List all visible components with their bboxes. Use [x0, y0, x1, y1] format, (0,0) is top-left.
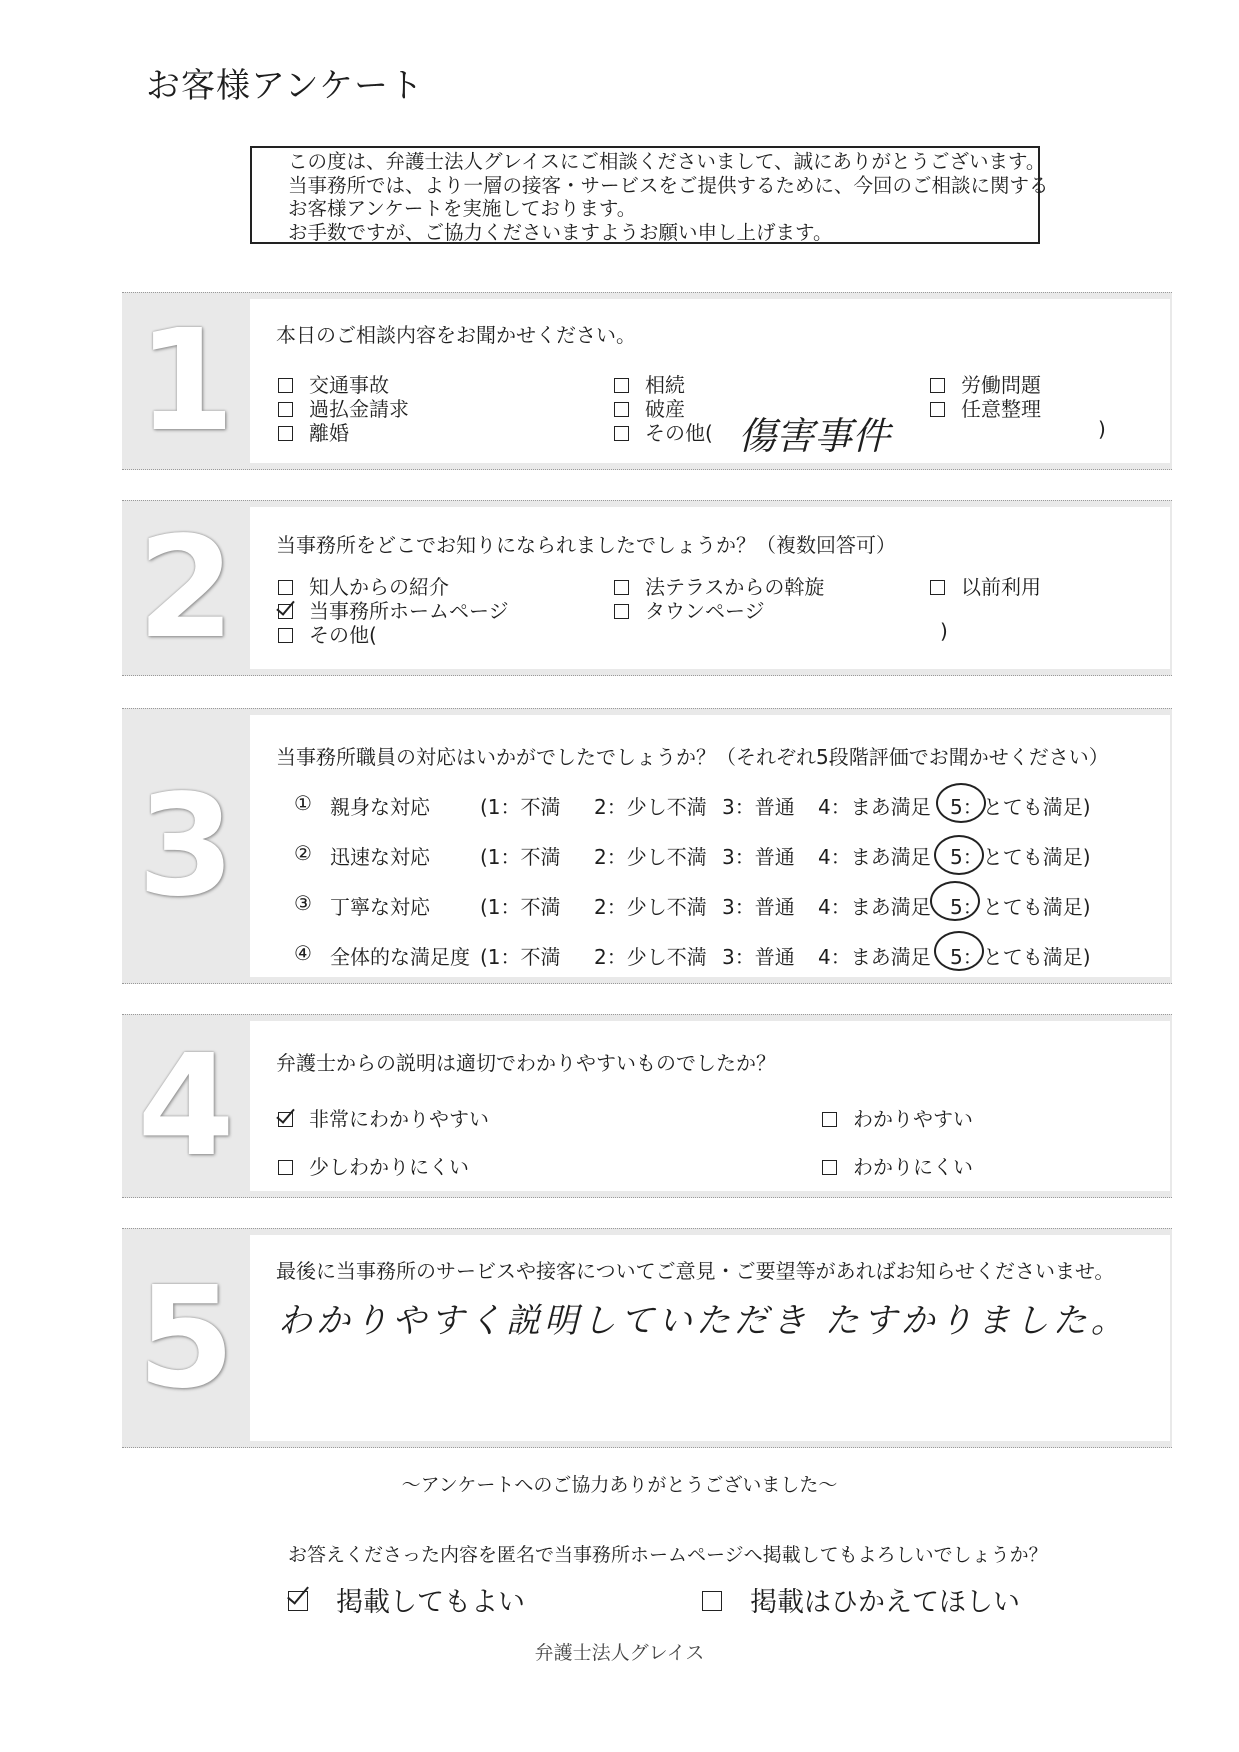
checkbox[interactable]: [614, 604, 629, 619]
option-label: 過払金請求: [309, 397, 409, 421]
scale-3[interactable]: 3：普通: [722, 945, 795, 969]
checkbox-checked[interactable]: [288, 1591, 308, 1611]
rating-row: [294, 941, 1174, 967]
scale-1[interactable]: (1：不満: [480, 945, 561, 969]
option-label: 掲載してもよい: [336, 1587, 525, 1618]
option-label: わかりにくい: [853, 1155, 973, 1179]
consent-option-decline[interactable]: [702, 1580, 1020, 1619]
scale-4[interactable]: 4：まあ満足: [818, 795, 931, 819]
checkbox[interactable]: [930, 580, 945, 595]
option-label: 掲載はひかえてほしい: [750, 1587, 1020, 1618]
thanks-message: ～アンケートへのご協力ありがとうございました～: [401, 1474, 838, 1496]
checkbox[interactable]: [822, 1160, 837, 1175]
scale-4[interactable]: 4：まあ満足: [818, 845, 931, 869]
selected-circle: [930, 881, 980, 921]
scale-5[interactable]: 5：とても満足): [950, 845, 1091, 869]
checkbox[interactable]: [614, 378, 629, 393]
rating-label: 親身な対応: [330, 795, 430, 819]
scale-5[interactable]: 5：とても満足): [950, 945, 1091, 969]
selected-circle: [934, 835, 984, 875]
checkbox[interactable]: [822, 1112, 837, 1127]
scale-2[interactable]: 2：少し不満: [594, 895, 707, 919]
question-1: 本日のご相談内容をお聞かせください。: [276, 323, 636, 347]
intro-line: 当事務所では、より一層の接客・サービスをご提供するために、今回のご相談に関する: [288, 173, 1049, 197]
option-slightly-unclear[interactable]: [278, 1151, 469, 1180]
option-label: その他(: [309, 623, 377, 647]
option-label: わかりやすい: [853, 1107, 973, 1131]
rating-label: 全体的な満足度: [330, 945, 470, 969]
rating-mark: ①: [294, 791, 312, 815]
section-number: 4: [137, 1024, 235, 1188]
scale-4[interactable]: 4：まあ満足: [818, 895, 931, 919]
scale-4[interactable]: 4：まあ満足: [818, 945, 931, 969]
option-divorce[interactable]: [278, 417, 349, 446]
checkbox-checked[interactable]: [278, 1112, 293, 1127]
section-4: [122, 1014, 1172, 1198]
rating-row: [294, 841, 1174, 867]
scale-5[interactable]: 5：とても満足): [950, 795, 1091, 819]
rating-row: [294, 891, 1174, 917]
scale-1[interactable]: (1：不満: [480, 795, 561, 819]
checkbox[interactable]: [702, 1591, 722, 1611]
rating-mark: ③: [294, 891, 312, 915]
section-number: 5: [137, 1256, 235, 1420]
option-label: 破産: [645, 397, 685, 421]
checkbox-checked[interactable]: [278, 604, 293, 619]
option-label: 交通事故: [309, 373, 389, 397]
section-panel: [250, 715, 1170, 977]
checkbox[interactable]: [278, 1160, 293, 1175]
question-4: 弁護士からの説明は適切でわかりやすいものでしたか？: [276, 1051, 776, 1075]
option-label: 当事務所ホームページ: [309, 599, 509, 623]
section-panel: [250, 299, 1170, 463]
option-label: 少しわかりにくい: [309, 1155, 469, 1179]
intro-line: お客様アンケートを実施しております。: [288, 197, 637, 220]
section-3: [122, 708, 1172, 984]
checkbox[interactable]: [278, 402, 293, 417]
option-label: 知人からの紹介: [309, 575, 449, 599]
option-label: 離婚: [309, 421, 349, 445]
selected-circle: [934, 931, 984, 971]
intro-line: お手数ですが、ご協力くださいますようお願い申し上げます。: [288, 220, 833, 244]
scale-2[interactable]: 2：少し不満: [594, 945, 707, 969]
question-5: 最後に当事務所のサービスや接客についてご意見・ご要望等があればお知らせくださいませ。: [276, 1259, 1115, 1283]
option-previous-use[interactable]: [930, 571, 1041, 600]
consent-question: お答えくださった内容を匿名で当事務所ホームページへ掲載してもよろしいでしょうか？: [288, 1544, 1048, 1566]
section-number: 2: [137, 506, 235, 670]
option-debt-arrangement[interactable]: [930, 393, 1041, 422]
scale-5[interactable]: 5：とても満足): [950, 895, 1091, 919]
rating-row: [294, 791, 1174, 817]
section-5: [122, 1228, 1172, 1448]
scale-2[interactable]: 2：少し不満: [594, 845, 707, 869]
checkbox[interactable]: [278, 628, 293, 643]
rating-label: 丁寧な対応: [330, 895, 430, 919]
option-very-clear[interactable]: [278, 1103, 489, 1132]
option-label: 以前利用: [961, 575, 1041, 599]
rating-mark: ②: [294, 841, 312, 865]
section-1: [122, 292, 1172, 470]
section-panel: [250, 507, 1170, 669]
option-label: 相続: [645, 373, 685, 397]
rating-label: 迅速な対応: [330, 845, 430, 869]
other-close-paren: ): [1098, 417, 1106, 441]
section-number: 1: [137, 299, 235, 463]
question-2: 当事務所をどこでお知りになられましたでしょうか？（複数回答可）: [276, 533, 896, 557]
selected-circle: [936, 783, 986, 823]
checkbox[interactable]: [930, 378, 945, 393]
option-clear[interactable]: [822, 1103, 973, 1132]
checkbox[interactable]: [278, 378, 293, 393]
checkbox[interactable]: [930, 402, 945, 417]
other-close-paren: ): [940, 619, 948, 643]
option-unclear[interactable]: [822, 1151, 973, 1180]
checkbox[interactable]: [614, 426, 629, 441]
scale-1[interactable]: (1：不満: [480, 845, 561, 869]
scale-2[interactable]: 2：少し不満: [594, 795, 707, 819]
scale-1[interactable]: (1：不満: [480, 895, 561, 919]
option-label: 法テラスからの斡旋: [645, 575, 825, 599]
option-label: その他(: [645, 421, 713, 445]
comment-answer-handwritten: わかりやすく説明していただき たすかりました。: [278, 1301, 1129, 1341]
option-other[interactable]: [614, 417, 713, 446]
option-label: タウンページ: [645, 599, 765, 623]
checkbox[interactable]: [278, 426, 293, 441]
intro-box: [250, 146, 1049, 244]
section-number: 3: [137, 764, 235, 928]
question-3: 当事務所職員の対応はいかがでしたでしょうか？（それぞれ5段階評価でお聞かせください）: [276, 745, 1109, 769]
option-label: 労働問題: [961, 373, 1041, 397]
option-townpage[interactable]: [614, 595, 765, 624]
intro-line: この度は、弁護士法人グレイスにご相談くださいまして、誠にありがとうございます。: [288, 150, 1046, 173]
checkbox[interactable]: [614, 580, 629, 595]
page-title: お客様アンケート: [146, 66, 424, 106]
section-panel: [250, 1235, 1170, 1441]
footer-firm-name: 弁護士法人グレイス: [534, 1642, 705, 1664]
consent-option-allow[interactable]: [288, 1580, 525, 1619]
rating-mark: ④: [294, 941, 312, 965]
section-2: [122, 500, 1172, 676]
checkbox[interactable]: [278, 580, 293, 595]
scale-3[interactable]: 3：普通: [722, 845, 795, 869]
option-label: 任意整理: [961, 397, 1041, 421]
section-panel: [250, 1021, 1170, 1191]
option-label: 非常にわかりやすい: [309, 1107, 489, 1131]
checkbox[interactable]: [614, 402, 629, 417]
other-answer-handwritten: 傷害事件: [738, 414, 891, 458]
scale-3[interactable]: 3：普通: [722, 895, 795, 919]
scale-3[interactable]: 3：普通: [722, 795, 795, 819]
option-other[interactable]: [278, 619, 377, 648]
